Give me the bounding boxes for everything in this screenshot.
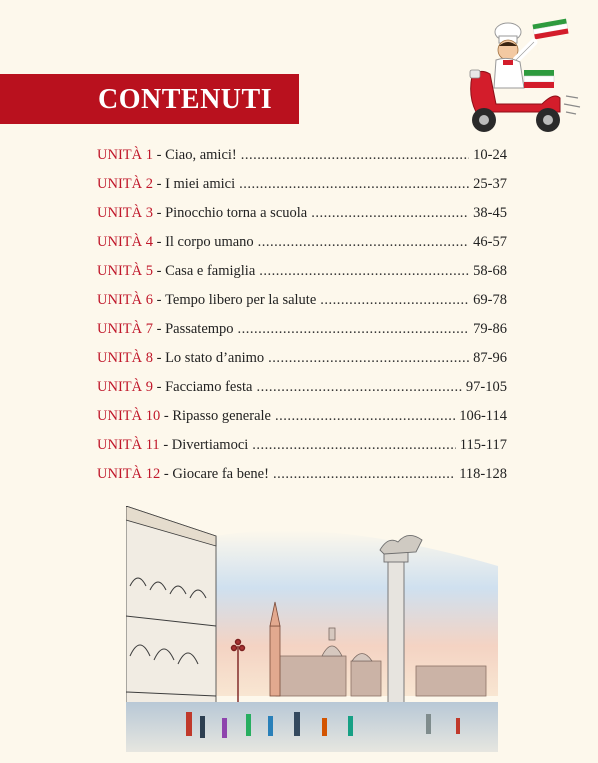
toc-unit-label: UNITÀ 5 [97,263,153,279]
toc-leader-dots [259,263,469,280]
toc-leader-dots [256,379,461,396]
toc-unit-title: Giocare fa bene! [172,466,269,482]
toc-row [97,437,507,466]
toc-row [97,321,507,350]
toc-separator: - [160,408,173,424]
toc-leader-dots [241,147,469,164]
toc-unit-label: UNITÀ 8 [97,350,153,366]
toc-separator: - [152,379,166,395]
toc-row [97,205,507,234]
toc-unit-title: Divertiamoci [171,437,249,453]
toc-separator: - [152,234,166,250]
toc-separator: - [152,292,166,308]
toc-page-range: 97-105 [465,379,507,395]
toc-leader-dots [238,321,470,338]
toc-separator: - [152,321,166,337]
page-title: CONTENUTI [98,84,273,115]
toc-unit-label: UNITÀ 11 [97,437,160,453]
toc-unit-label: UNITÀ 1 [97,147,153,163]
toc-page-range: 87-96 [473,350,507,366]
toc-unit-label: UNITÀ 3 [97,205,153,221]
toc-separator: - [152,147,166,163]
toc-page-range: 115-117 [459,437,507,453]
table-of-contents [97,147,507,495]
toc-page-range: 106-114 [459,408,507,424]
toc-unit-title: Passatempo [165,321,234,337]
toc-unit-title: Casa e famiglia [165,263,256,279]
toc-row [97,408,507,437]
toc-row [97,176,507,205]
toc-leader-dots [273,466,455,483]
toc-row [97,292,507,321]
toc-unit-title: Ripasso generale [172,408,271,424]
toc-unit-label: UNITÀ 9 [97,379,153,395]
toc-unit-title: Ciao, amici! [165,147,237,163]
toc-page-range: 69-78 [473,292,507,308]
venice-illustration [126,506,498,752]
toc-unit-label: UNITÀ 12 [97,466,161,482]
toc-unit-title: Lo stato d’animo [165,350,265,366]
toc-unit-label: UNITÀ 7 [97,321,153,337]
toc-separator: - [152,205,166,221]
title-banner [0,74,299,124]
toc-row [97,379,507,408]
toc-leader-dots [252,437,455,454]
toc-unit-title: Tempo libero per la salute [165,292,317,308]
toc-row [97,263,507,292]
toc-leader-dots [268,350,469,367]
toc-unit-title: Pinocchio torna a scuola [165,205,308,221]
toc-page-range: 38-45 [473,205,507,221]
toc-row [97,350,507,379]
toc-page-range: 79-86 [473,321,507,337]
toc-unit-title: Facciamo festa [165,379,253,395]
toc-leader-dots [239,176,469,193]
toc-leader-dots [320,292,469,309]
toc-page-range: 10-24 [473,147,507,163]
toc-unit-label: UNITÀ 6 [97,292,153,308]
toc-leader-dots [275,408,455,425]
toc-unit-title: I miei amici [165,176,236,192]
toc-separator: - [160,466,173,482]
toc-unit-label: UNITÀ 4 [97,234,153,250]
toc-leader-dots [311,205,469,222]
chef-scooter-illustration [462,12,582,140]
toc-page-range: 58-68 [473,263,507,279]
toc-page-range: 118-128 [459,466,507,482]
toc-separator: - [152,350,166,366]
toc-row [97,234,507,263]
toc-page-range: 46-57 [473,234,507,250]
toc-unit-label: UNITÀ 2 [97,176,153,192]
toc-separator: - [152,176,166,192]
toc-row [97,147,507,176]
toc-leader-dots [258,234,469,251]
toc-separator: - [152,263,166,279]
toc-separator: - [159,437,172,453]
toc-row [97,466,507,495]
toc-unit-title: Il corpo umano [165,234,254,250]
toc-page-range: 25-37 [473,176,507,192]
toc-unit-label: UNITÀ 10 [97,408,161,424]
